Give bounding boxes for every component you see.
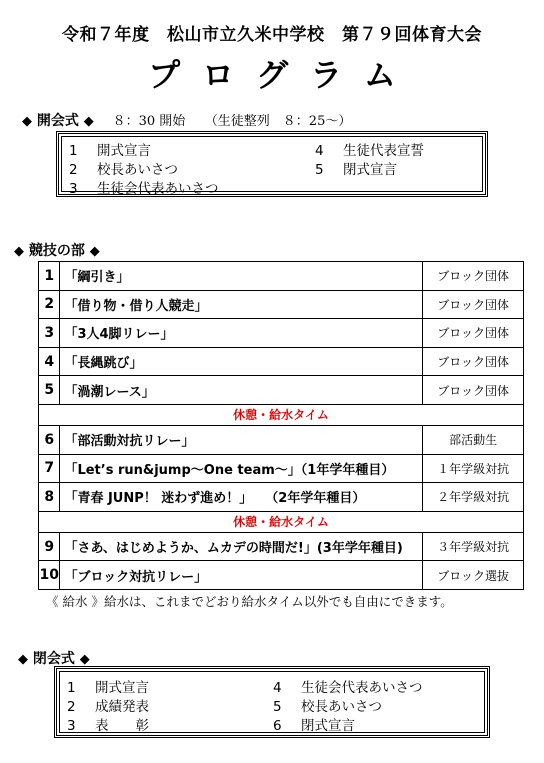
water-note: 《 給水 》給水は、これまでどおり給水タイム以外でも自由にできます。 (46, 594, 453, 609)
closing-item (273, 714, 355, 734)
opening-item-number: 1 (69, 143, 78, 159)
event-name: 「部活動対抗リレー」 (60, 425, 423, 454)
event-type: ブロック選抜 (423, 561, 524, 590)
closing-item (273, 676, 423, 696)
table-row (39, 376, 524, 405)
closing-item-label: 校長あいさつ (301, 699, 382, 715)
table-row (39, 319, 524, 348)
diamond-icon: ◆ (79, 652, 90, 667)
event-type: ブロック団体 (423, 376, 524, 405)
event-type: 部活動生 (423, 425, 524, 454)
break-label: 休憩・給水タイム (39, 404, 524, 425)
event-type: ２年学級対抗 (423, 483, 524, 512)
closing-item (67, 676, 149, 696)
diamond-icon: ◆ (14, 244, 24, 259)
diamond-icon: ◆ (18, 652, 28, 667)
event-number: 8 (39, 483, 60, 512)
event-type: ブロック団体 (423, 347, 524, 376)
event-name: 「3人4脚リレー」 (60, 319, 423, 348)
table-row (39, 532, 524, 561)
opening-item (315, 158, 397, 178)
event-name: 「ブロック対抗リレー」 (60, 561, 423, 590)
opening-item (69, 139, 151, 159)
break-row (39, 511, 524, 532)
event-name: 「Let’s run&jump～One team～」（1年学年種目） (60, 454, 423, 483)
opening-item-number: 2 (69, 162, 78, 178)
opening-box (56, 131, 488, 197)
opening-item-label: 生徒会代表あいさつ (97, 181, 219, 197)
event-type: ３年学級対抗 (423, 532, 524, 561)
table-row (39, 561, 524, 590)
closing-item-number: 3 (67, 718, 76, 734)
diamond-icon: ◆ (89, 244, 100, 259)
table-row (39, 425, 524, 454)
table-row (39, 262, 524, 291)
closing-item-number: 4 (273, 680, 282, 696)
closing-item-label: 表 彰 (95, 718, 149, 734)
closing-heading-label: 閉会式 (32, 651, 75, 667)
document-title: 令和７年度 松山市立久米中学校 第７９回体育大会 (62, 25, 482, 45)
event-number: 1 (39, 262, 60, 291)
event-name: 「渦潮レース」 (60, 376, 423, 405)
event-type: ブロック団体 (423, 290, 524, 319)
opening-heading-label: 開会式 (36, 113, 79, 129)
opening-item-label: 校長あいさつ (97, 162, 178, 178)
event-name: 「さあ、はじめようか、ムカデの時間だ!」(3年学年種目) (60, 532, 423, 561)
opening-item-label: 開式宣言 (97, 143, 151, 159)
closing-box (54, 666, 490, 738)
opening-item (69, 158, 178, 178)
event-number: 5 (39, 376, 60, 405)
event-number: 10 (39, 561, 60, 590)
program-title: プログラム (148, 56, 418, 94)
events-heading (14, 240, 100, 260)
closing-item-number: 2 (67, 699, 76, 715)
event-number: 2 (39, 290, 60, 319)
opening-item-label: 閉式宣言 (343, 162, 397, 178)
event-name: 「綱引き」 (60, 262, 423, 291)
break-label: 休憩・給水タイム (39, 511, 524, 532)
closing-item-number: 6 (273, 718, 282, 734)
closing-item (273, 695, 382, 715)
event-number: 6 (39, 425, 60, 454)
opening-item-number: 4 (315, 143, 324, 159)
events-table (38, 261, 524, 590)
event-name: 「長縄跳び」 (60, 347, 423, 376)
closing-item-label: 開式宣言 (95, 680, 149, 696)
event-name: 「借り物・借り人競走」 (60, 290, 423, 319)
event-type: ブロック団体 (423, 262, 524, 291)
table-row (39, 347, 524, 376)
diamond-icon: ◆ (83, 114, 94, 129)
closing-item-label: 生徒会代表あいさつ (301, 680, 423, 696)
event-name: 「青春 JUNP！ 迷わず進め！」 （2年学年種目） (60, 483, 423, 512)
event-number: 4 (39, 347, 60, 376)
closing-item (67, 695, 149, 715)
break-row (39, 404, 524, 425)
closing-item (67, 714, 149, 734)
events-heading-label: 競技の部 (28, 243, 85, 259)
opening-heading (22, 110, 351, 130)
table-row (39, 290, 524, 319)
table-row (39, 454, 524, 483)
closing-heading (18, 648, 90, 668)
event-type: ブロック団体 (423, 319, 524, 348)
opening-item-number: 3 (69, 181, 78, 197)
opening-item-number: 5 (315, 162, 324, 178)
event-type: １年学級対抗 (423, 454, 524, 483)
diamond-icon: ◆ (22, 114, 32, 129)
closing-item-label: 閉式宣言 (301, 718, 355, 734)
table-row (39, 483, 524, 512)
event-number: 9 (39, 532, 60, 561)
event-number: 3 (39, 319, 60, 348)
opening-item-label: 生徒代表宣誓 (343, 143, 424, 159)
opening-item (69, 177, 219, 197)
event-number: 7 (39, 454, 60, 483)
closing-item-number: 5 (273, 699, 282, 715)
opening-item (315, 139, 424, 159)
opening-time-info: ８：30 開始 （生徒整列 ８：25～） (112, 114, 352, 129)
closing-item-label: 成績発表 (95, 699, 149, 715)
closing-item-number: 1 (67, 680, 76, 696)
